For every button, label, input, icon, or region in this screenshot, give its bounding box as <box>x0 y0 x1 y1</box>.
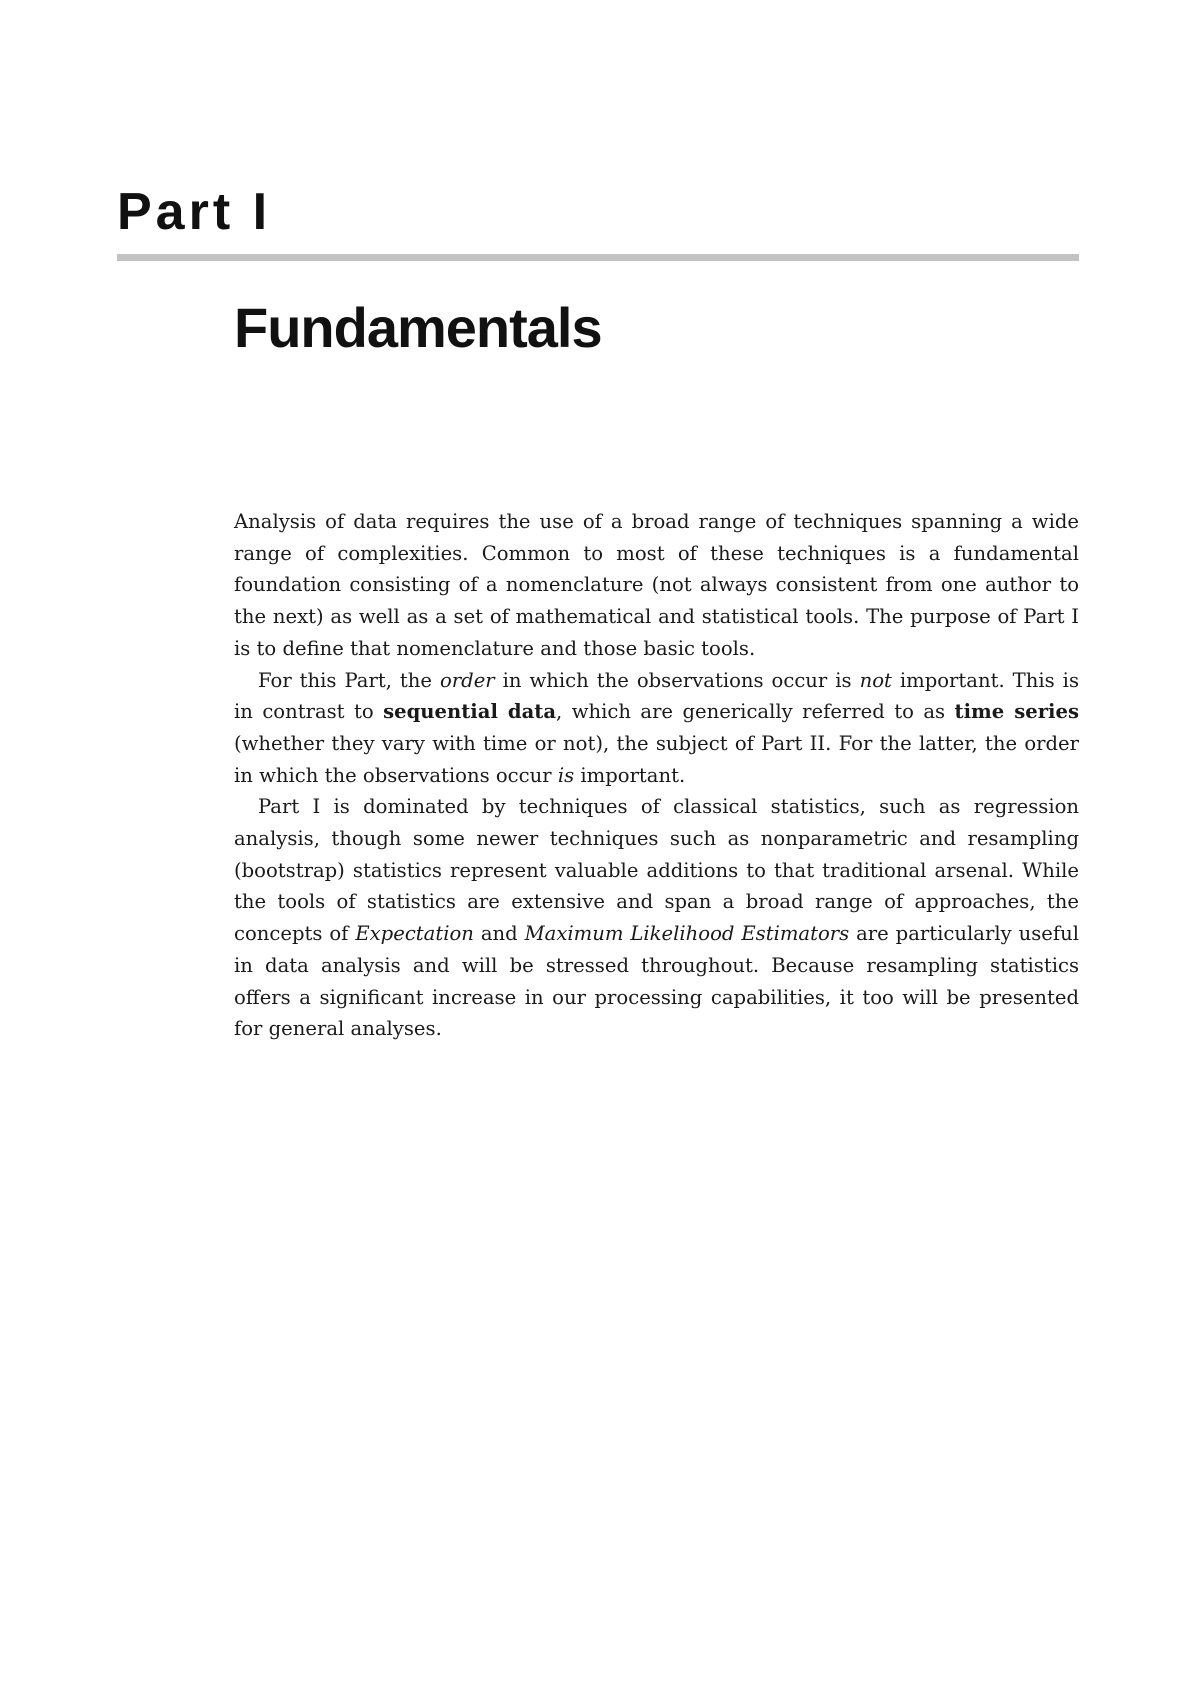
paragraph-3-text: and <box>473 922 525 946</box>
intro-paragraph-2 <box>234 665 1079 792</box>
emphasis-mle: Maximum Likelihood Estimators <box>524 922 850 946</box>
part-label: Part I <box>117 183 272 241</box>
paragraph-2-text: (whether they vary with time or not), the subject of Part II. For the latter, the order in which the observations occur <box>234 731 1079 787</box>
intro-text <box>234 506 1079 1045</box>
paragraph-2-text: , which are generically referred to as <box>556 700 955 724</box>
part-title: Fundamentals <box>234 296 602 359</box>
emphasis-order: order <box>440 668 495 692</box>
intro-paragraph-3 <box>234 791 1079 1045</box>
intro-paragraph-1: Analysis of data requires the use of a broad range of techniques spanning a wide range of complexities. Common to most of these techniques is a fundamental foundation consisting of a nomenclature (not always consistent from one author to the next) as well as a set of mathematical and statistical tools. The purpose of Part I is to define that nomenclature and those basic tools. <box>234 510 1079 660</box>
paragraph-3-text: are particularly useful in data analysis and will be stressed throughout. Because resampling statistics offers a significant increase in our processing capabilities, it too will be presented for general analyses. <box>234 922 1079 1041</box>
emphasis-not: not <box>859 668 892 692</box>
emphasis-expectation: Expectation <box>355 922 474 946</box>
term-sequential-data: sequential data <box>383 700 557 724</box>
header-rule <box>117 254 1079 261</box>
emphasis-is: is <box>557 763 575 787</box>
paragraph-2-text: important. <box>574 763 686 787</box>
paragraph-2-text: in which the observations occur is <box>494 668 860 692</box>
paragraph-3-text: Part I is dominated by techniques of classical statistics, such as regression analysis, though some newer techniques such as nonparametric and resampling (bootstrap) statistics represent valuable additions to that traditional arsenal. While the tools of statistics are extensive and span a broad range of approaches, the concepts of <box>234 795 1079 946</box>
paragraph-2-text: important. This is in contrast to <box>234 668 1079 724</box>
paragraph-2-text: For this Part, the <box>258 668 440 692</box>
term-time-series: time series <box>954 700 1079 724</box>
